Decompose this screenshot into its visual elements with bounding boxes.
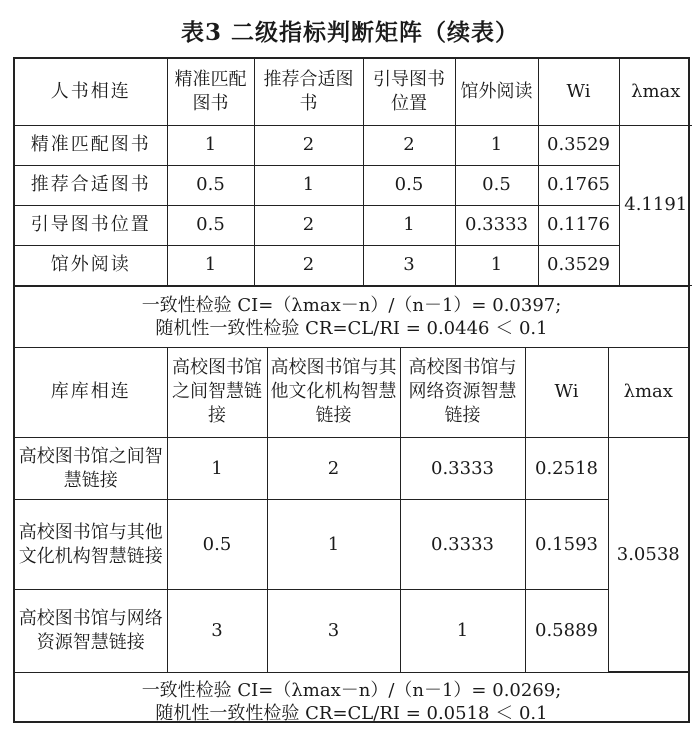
row-label: 精准匹配图书 <box>15 125 167 165</box>
column-header: 高校图书馆之间智慧链接 <box>167 348 267 438</box>
matrix-cell: 2 <box>254 205 363 245</box>
matrix-section-1 <box>15 59 692 286</box>
matrix-cell: 1 <box>167 245 254 285</box>
matrix-cell: 0.3333 <box>455 205 538 245</box>
ci-text: 一致性检验 CI=（λmax－n）/（n－1）= 0.0397; <box>141 294 562 316</box>
corner-header: 库库相连 <box>15 348 167 438</box>
matrix-cell: 3 <box>167 590 267 672</box>
wi-cell: 0.1765 <box>538 165 619 205</box>
matrix-cell: 1 <box>400 590 525 672</box>
table-row <box>15 125 692 165</box>
matrix-cell: 1 <box>167 125 254 165</box>
lambda-max-cell: 3.0538 <box>608 438 688 672</box>
wi-header: Wi <box>525 348 608 438</box>
table-title: 表3 二级指标判断矩阵（续表） <box>180 19 519 46</box>
matrix-cell: 2 <box>254 245 363 285</box>
matrix-cell: 1 <box>254 165 363 205</box>
consistency-note-1 <box>15 286 688 348</box>
column-header: 推荐合适图书 <box>254 59 363 125</box>
row-label: 高校图书馆之间智慧链接 <box>15 438 167 500</box>
matrix-cell: 2 <box>363 125 455 165</box>
header-row <box>15 59 692 125</box>
lambda-header: λmax <box>608 348 688 438</box>
ci-text: 一致性检验 CI=（λmax－n）/（n－1）= 0.0269; <box>141 680 562 701</box>
column-header: 引导图书位置 <box>363 59 455 125</box>
column-header: 精准匹配图书 <box>167 59 254 125</box>
matrix-cell: 1 <box>455 125 538 165</box>
table-row <box>15 590 688 672</box>
matrix-cell: 0.5 <box>363 165 455 205</box>
cr-text: 随机性一致性检验 CR=CL/RI = 0.0446 ＜ 0.1 <box>155 317 548 339</box>
matrix-cell: 0.5 <box>167 165 254 205</box>
wi-header: Wi <box>538 59 619 125</box>
lambda-max-cell: 4.1191 <box>619 125 692 285</box>
column-header: 高校图书馆与网络资源智慧链接 <box>400 348 525 438</box>
matrix-cell: 0.3333 <box>400 500 525 590</box>
wi-cell: 0.3529 <box>538 245 619 285</box>
matrix-cell: 3 <box>267 590 400 672</box>
matrix-cell: 0.3333 <box>400 438 525 500</box>
matrix-cell: 3 <box>363 245 455 285</box>
matrix-cell: 1 <box>267 500 400 590</box>
matrix-cell: 1 <box>167 438 267 500</box>
table-row <box>15 245 692 285</box>
row-label: 馆外阅读 <box>15 245 167 285</box>
table-row <box>15 500 688 590</box>
row-label: 高校图书馆与其他文化机构智慧链接 <box>15 500 167 590</box>
table-row <box>15 205 692 245</box>
wi-cell: 0.2518 <box>525 438 608 500</box>
matrix-cell: 0.5 <box>167 500 267 590</box>
row-label: 推荐合适图书 <box>15 165 167 205</box>
wi-cell: 0.1176 <box>538 205 619 245</box>
table-row <box>15 438 688 500</box>
matrix-cell: 2 <box>254 125 363 165</box>
column-header: 高校图书馆与其他文化机构智慧链接 <box>267 348 400 438</box>
wi-cell: 0.5889 <box>525 590 608 672</box>
matrix-section-2 <box>15 348 688 673</box>
matrix-cell: 1 <box>363 205 455 245</box>
matrix-cell: 2 <box>267 438 400 500</box>
lambda-header: λmax <box>619 59 692 125</box>
row-label: 引导图书位置 <box>15 205 167 245</box>
column-header: 馆外阅读 <box>455 59 538 125</box>
wi-cell: 0.3529 <box>538 125 619 165</box>
consistency-note-2 <box>15 672 688 730</box>
row-label: 高校图书馆与网络资源智慧链接 <box>15 590 167 672</box>
judgment-matrix-table <box>13 57 690 723</box>
corner-header: 人书相连 <box>15 59 167 125</box>
wi-cell: 0.1593 <box>525 500 608 590</box>
header-row <box>15 348 688 438</box>
cr-text: 随机性一致性检验 CR=CL/RI = 0.0518 ＜ 0.1 <box>155 703 548 724</box>
table-row <box>15 165 692 205</box>
matrix-cell: 0.5 <box>167 205 254 245</box>
matrix-cell: 1 <box>455 245 538 285</box>
matrix-cell: 0.5 <box>455 165 538 205</box>
